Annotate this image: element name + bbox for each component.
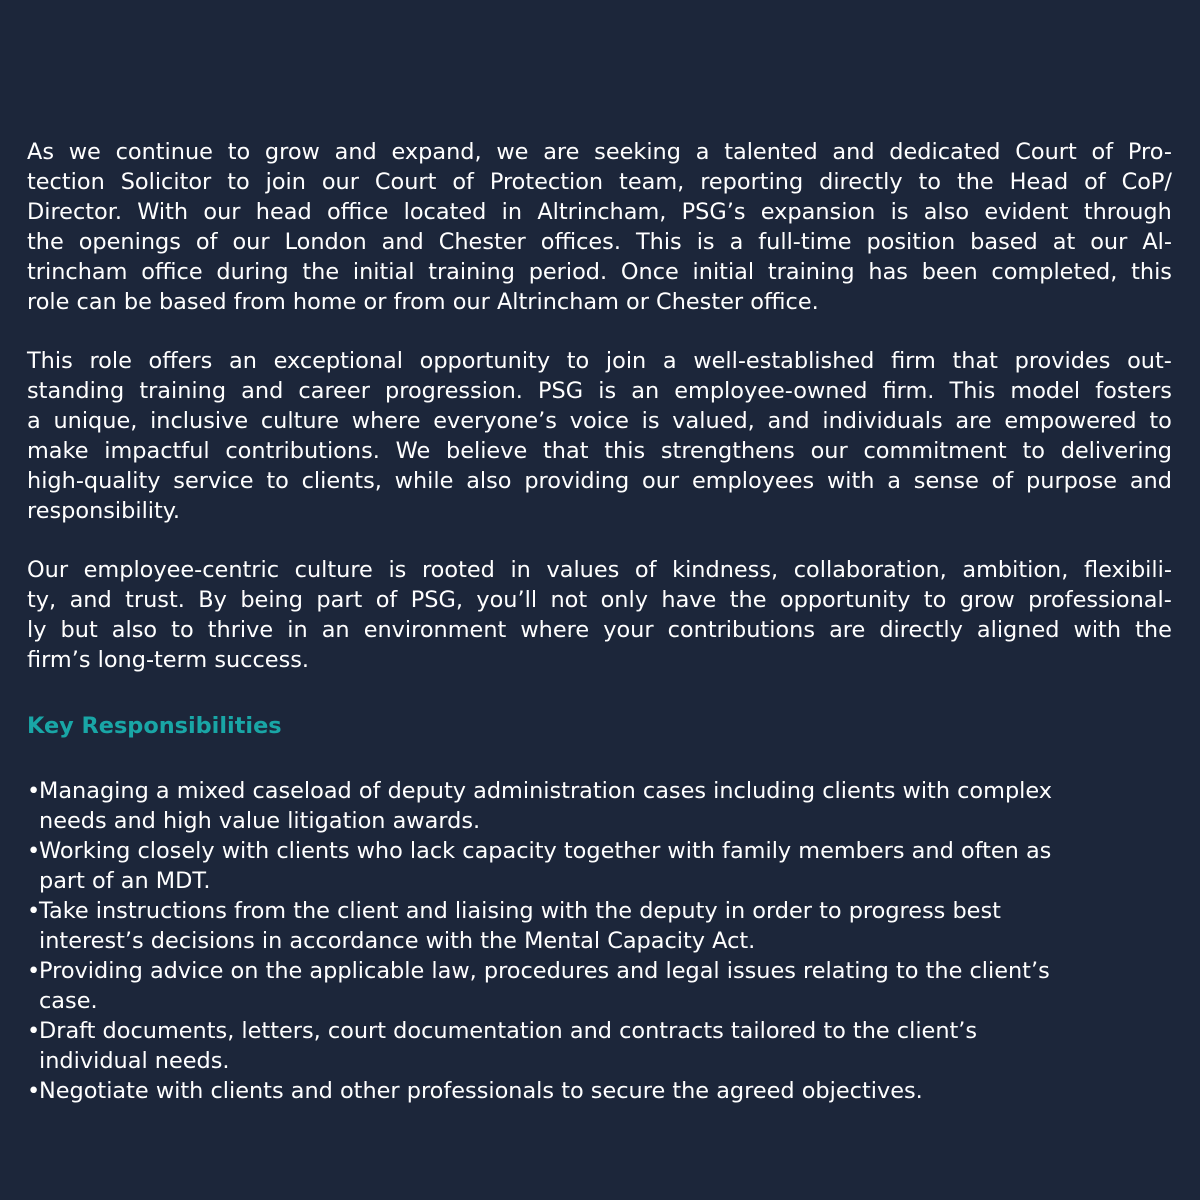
word: is (696, 229, 715, 255)
word: part (316, 587, 363, 613)
word: We (395, 438, 431, 464)
word: Chester (438, 229, 526, 255)
word: provides (1014, 348, 1111, 374)
word: make (27, 438, 89, 464)
intro-paragraph (27, 137, 1172, 317)
word: our (642, 468, 680, 494)
word: are (829, 617, 866, 643)
word: this (1131, 259, 1172, 285)
word: that (543, 438, 589, 464)
word: employee-owned (674, 378, 868, 404)
word: sense (913, 468, 979, 494)
word: being (240, 587, 303, 613)
bullet-icon: • (27, 898, 41, 924)
word: has (868, 259, 908, 285)
paragraph-line (27, 555, 1172, 585)
job-description (27, 137, 1172, 1106)
list-item-line: needs and high value litigation awards. (39, 808, 481, 834)
word: to (227, 169, 250, 195)
word: of (634, 557, 657, 583)
paragraph-line (27, 406, 1172, 436)
spacer (27, 526, 1172, 555)
list-item (27, 776, 1172, 836)
word: unique, (53, 408, 138, 434)
word: professional- (1028, 587, 1172, 613)
word: valued, (672, 408, 755, 434)
word: to (923, 587, 947, 613)
word: Al- (1142, 229, 1172, 255)
word: everyone’s (433, 408, 557, 434)
word: training (428, 259, 515, 285)
word: also (466, 468, 512, 494)
word: of (1091, 139, 1114, 165)
word: dedicated (889, 139, 1001, 165)
word: continue (115, 139, 213, 165)
list-item (27, 836, 1172, 896)
word: we (496, 139, 529, 165)
paragraph-line (27, 197, 1172, 227)
word: with (826, 468, 875, 494)
word: period. (528, 259, 608, 285)
word: London (284, 229, 367, 255)
word: team, (619, 169, 685, 195)
word: our (203, 199, 241, 225)
word: at (1052, 229, 1076, 255)
word: environment (363, 617, 507, 643)
word: opportunity (419, 348, 551, 374)
word: is (890, 199, 909, 225)
word: trust. (125, 587, 185, 613)
opportunity-paragraph (27, 346, 1172, 526)
word: position (866, 229, 956, 255)
list-item (27, 956, 1172, 1016)
paragraph-line (27, 167, 1172, 197)
word: join (265, 169, 306, 195)
word: are (955, 408, 992, 434)
section-heading: Key Responsibilities (27, 713, 282, 739)
list-item-line: part of an MDT. (39, 868, 211, 894)
paragraph-line: role can be based from home or from our Altrincham or Chester office. (27, 289, 819, 315)
word: PSG’s (681, 199, 746, 225)
word: offices. (540, 229, 621, 255)
word: career (298, 378, 370, 404)
word: to (1149, 408, 1172, 434)
word: role (89, 348, 132, 374)
word: strengthens (660, 438, 795, 464)
word: the (27, 229, 64, 255)
word: a (695, 139, 710, 165)
word: a (662, 348, 677, 374)
word: only (600, 587, 648, 613)
word: directly (879, 617, 963, 643)
word: out- (1127, 348, 1172, 374)
word: our (321, 169, 359, 195)
bullet-icon: • (27, 1078, 41, 1104)
word: Head (1009, 169, 1069, 195)
bullet-icon: • (27, 838, 41, 864)
word: an (228, 348, 257, 374)
word: we (68, 139, 101, 165)
word: contributions (667, 617, 815, 643)
word: ly (27, 617, 47, 643)
word: delivering (1060, 438, 1172, 464)
word: flexibili- (1083, 557, 1172, 583)
word: providing (524, 468, 630, 494)
word: firm. (882, 378, 935, 404)
word: the (956, 169, 994, 195)
word: voice (569, 408, 629, 434)
word: Once (620, 259, 679, 285)
word: Our (27, 557, 69, 583)
word: been (921, 259, 978, 285)
list-item-line: interest’s decisions in accordance with the Mental Capacity Act. (39, 928, 756, 954)
list-item (27, 1076, 1172, 1106)
list-item-line: Providing advice on the applicable law, procedures and legal issues relating to the client’s (39, 958, 1050, 984)
word: and (381, 229, 424, 255)
word: Solicitor (120, 169, 212, 195)
list-item-line: Managing a mixed caseload of deputy administration cases including clients with complex (39, 778, 1053, 804)
word: grow (264, 139, 320, 165)
list-item (27, 896, 1172, 956)
word: well-established (693, 348, 875, 374)
word: the (729, 587, 767, 613)
word: is (388, 557, 407, 583)
word: tection (27, 169, 105, 195)
word: the (302, 259, 340, 285)
list-item-line: individual needs. (39, 1048, 230, 1074)
word: to (918, 169, 942, 195)
paragraph-line (27, 436, 1172, 466)
word: kindness, (672, 557, 779, 583)
bullet-icon: • (27, 778, 41, 804)
paragraph-line (27, 346, 1172, 376)
paragraph-line: firm’s long-term success. (27, 647, 310, 673)
word: As (27, 139, 54, 165)
word: This (27, 348, 73, 374)
bullet-icon: • (27, 1018, 41, 1044)
culture-paragraph (27, 555, 1172, 675)
word: full-time (758, 229, 852, 255)
word: a (887, 468, 901, 494)
word: of (991, 468, 1014, 494)
word: This (635, 229, 682, 255)
word: through (1083, 199, 1172, 225)
word: the (1135, 617, 1172, 643)
word: that (952, 348, 998, 374)
word: and (241, 378, 284, 404)
paragraph-line: responsibility. (27, 498, 180, 524)
word: office (326, 199, 389, 225)
word: By (198, 587, 227, 613)
word: of (195, 229, 218, 255)
paragraph-line (27, 257, 1172, 287)
word: to (266, 468, 289, 494)
word: Director. (27, 199, 123, 225)
list-item-line: Take instructions from the client and liaising with the deputy in order to progress best (39, 898, 1001, 924)
word: talented (724, 139, 818, 165)
word: Altrincham, (537, 199, 667, 225)
paragraph-line (27, 227, 1172, 257)
word: PSG (538, 378, 584, 404)
word: Court (374, 169, 437, 195)
word: employees (691, 468, 815, 494)
responsibilities-list (27, 776, 1172, 1106)
word: and (1129, 468, 1172, 494)
word: culture (260, 408, 340, 434)
word: progression. (385, 378, 523, 404)
word: to (171, 617, 194, 643)
word: commitment (863, 438, 1007, 464)
word: ambition, (962, 557, 1069, 583)
word: Court (1015, 139, 1077, 165)
word: initial (352, 259, 415, 285)
word: thrive (207, 617, 274, 643)
list-item-line: Negotiate with clients and other professionals to secure the agreed objectives. (39, 1078, 923, 1104)
word: model (1010, 378, 1081, 404)
word: your (603, 617, 654, 643)
word: a (729, 229, 744, 255)
word: while (394, 468, 454, 494)
word: where (520, 617, 590, 643)
list-item (27, 1016, 1172, 1076)
list-item-line: Draft documents, letters, court documentation and contracts tailored to the client’s (39, 1018, 978, 1044)
word: openings (78, 229, 181, 255)
word: trincham (27, 259, 128, 285)
word: in (501, 199, 523, 225)
word: contributions. (225, 438, 380, 464)
word: you’ll (476, 587, 538, 613)
word: our (810, 438, 848, 464)
word: based (970, 229, 1038, 255)
word: our (1090, 229, 1128, 255)
word: service (173, 468, 254, 494)
word: individuals (822, 408, 943, 434)
word: office (141, 259, 203, 285)
word: believe (446, 438, 528, 464)
word: clients, (301, 468, 382, 494)
paragraph-line (27, 615, 1172, 645)
word: Protection (489, 169, 604, 195)
word: is (598, 378, 617, 404)
word: of (375, 587, 398, 613)
word: collaboration, (793, 557, 947, 583)
word: grow (959, 587, 1015, 613)
word: with (1073, 617, 1122, 643)
word: to (566, 348, 590, 374)
word: of (1084, 169, 1106, 195)
word: evident (984, 199, 1069, 225)
spacer (27, 317, 1172, 346)
word: to (1022, 438, 1045, 464)
word: head (255, 199, 312, 225)
word: completed, (991, 259, 1118, 285)
word: reporting (700, 169, 804, 195)
word: rooted (421, 557, 495, 583)
word: and (334, 139, 377, 165)
word: purpose (1026, 468, 1118, 494)
paragraph-line (27, 137, 1172, 167)
word: inclusive (150, 408, 249, 434)
word: are (543, 139, 580, 165)
word: exceptional (273, 348, 403, 374)
word: but (60, 617, 98, 643)
word: not (550, 587, 588, 613)
paragraph-line (27, 466, 1172, 496)
word: CoP/ (1121, 169, 1172, 195)
word: training (139, 378, 227, 404)
word: also (111, 617, 158, 643)
word: during (216, 259, 289, 285)
word: initial (692, 259, 755, 285)
word: Pro- (1127, 139, 1172, 165)
word: culture (294, 557, 373, 583)
word: fosters (1095, 378, 1172, 404)
word: impactful (104, 438, 210, 464)
word: join (605, 348, 647, 374)
word: to (227, 139, 251, 165)
word: employee-centric (83, 557, 280, 583)
word: a (27, 408, 41, 434)
word: located (403, 199, 487, 225)
word: expand, (391, 139, 482, 165)
word: is (641, 408, 660, 434)
word: values (546, 557, 620, 583)
word: PSG, (410, 587, 463, 613)
word: firm (891, 348, 936, 374)
word: have (661, 587, 717, 613)
word: an (631, 378, 660, 404)
word: where (351, 408, 421, 434)
word: empowered (1004, 408, 1137, 434)
word: This (949, 378, 996, 404)
list-item-line: case. (39, 988, 98, 1014)
word: high-quality (27, 468, 161, 494)
word: directly (819, 169, 903, 195)
word: in (287, 617, 308, 643)
word: our (232, 229, 270, 255)
word: and (69, 587, 112, 613)
word: offers (148, 348, 213, 374)
word: opportunity (779, 587, 911, 613)
word: in (510, 557, 531, 583)
word: With (137, 199, 189, 225)
word: also (923, 199, 970, 225)
word: an (321, 617, 350, 643)
word: training (767, 259, 855, 285)
paragraph-line (27, 585, 1172, 615)
word: and (767, 408, 810, 434)
word: aligned (976, 617, 1060, 643)
word: and (832, 139, 875, 165)
word: seeking (594, 139, 681, 165)
word: standing (27, 378, 125, 404)
word: expansion (760, 199, 876, 225)
word: ty, (27, 587, 57, 613)
word: of (452, 169, 474, 195)
list-item-line: Working closely with clients who lack capacity together with family members and often as (39, 838, 1052, 864)
word: this (604, 438, 646, 464)
bullet-icon: • (27, 958, 41, 984)
paragraph-line (27, 376, 1172, 406)
